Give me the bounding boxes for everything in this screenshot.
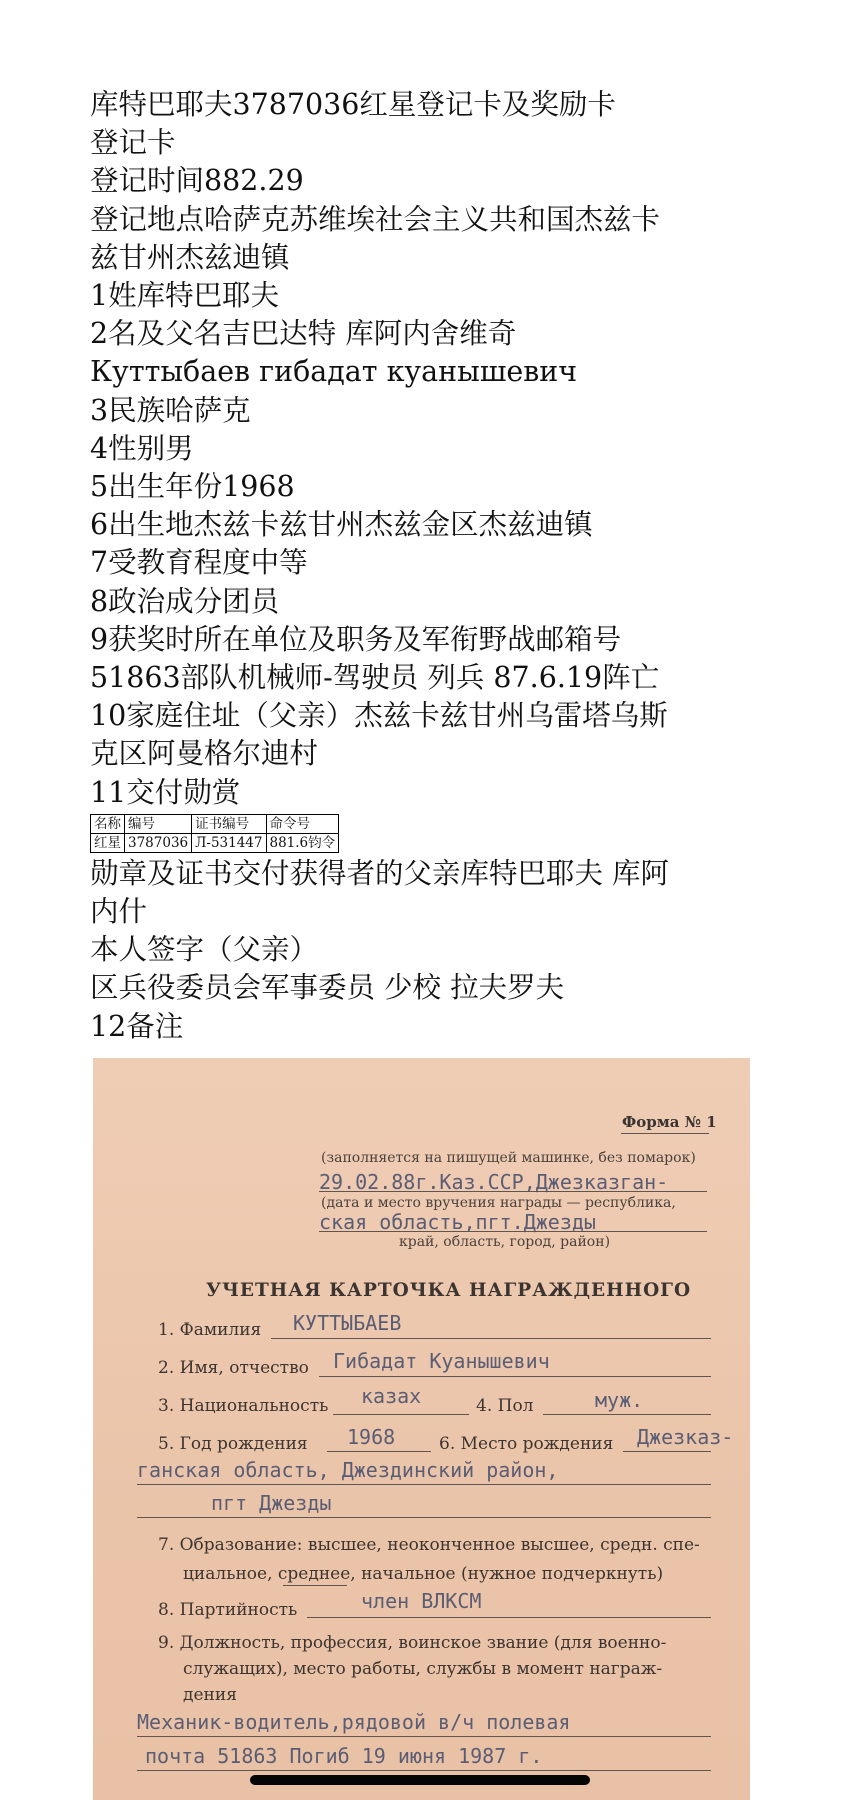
divider bbox=[623, 1451, 711, 1452]
name-value: Гибадат Куанышевич bbox=[333, 1349, 550, 1373]
translation-text bbox=[90, 86, 760, 1046]
divider bbox=[543, 1414, 711, 1415]
date-place-caption: (дата и место вручения награды — республика, bbox=[321, 1195, 676, 1211]
award-date-place-value: 29.02.88г.Каз.ССР,Джезказган- bbox=[319, 1170, 669, 1194]
table-cell: 3787036 bbox=[125, 833, 192, 852]
text-line: 勋章及证书交付获得者的父亲库特巴耶夫 库阿 bbox=[90, 856, 670, 890]
text-line: 10家庭住址（父亲）杰兹卡兹甘州乌雷塔乌斯 bbox=[90, 699, 668, 733]
award-table bbox=[90, 814, 339, 853]
table-header-cell: 证书编号 bbox=[192, 814, 266, 833]
position-label: служащих), место работы, службы в момент награж- bbox=[183, 1659, 663, 1679]
divider bbox=[319, 1376, 711, 1377]
position-value: Механик-водитель,рядовой в/ч полевая bbox=[137, 1710, 571, 1734]
text-line: 7受教育程度中等 bbox=[90, 546, 308, 580]
position-label: дения bbox=[183, 1685, 237, 1705]
text-line: 51863部队机械师-驾驶员 列兵 87.6.19阵亡 bbox=[90, 661, 660, 695]
birth-year-label: 5. Год рождения bbox=[158, 1434, 308, 1454]
text-line: 11交付勋赏 bbox=[90, 775, 241, 809]
table-header-row bbox=[91, 814, 339, 833]
party-value: член ВЛКСМ bbox=[361, 1589, 482, 1613]
divider bbox=[327, 1451, 431, 1452]
region-caption: край, область, город, район) bbox=[399, 1234, 611, 1250]
position-label: 9. Должность, профессия, воинское звание (для военно- bbox=[158, 1633, 667, 1653]
table-cell: Л-531447 bbox=[192, 833, 266, 852]
sex-label: 4. Пол bbox=[476, 1396, 534, 1416]
name-label: 2. Имя, отчество bbox=[158, 1358, 309, 1378]
text-line: Куттыбаев гибадат куанышевич bbox=[90, 355, 578, 389]
table-cell: 881.6钧令 bbox=[266, 833, 339, 852]
text-line: 3民族哈萨克 bbox=[90, 393, 251, 427]
birthplace-label: 6. Место рождения bbox=[439, 1434, 614, 1454]
text-line: 9获奖时所在单位及职务及军衔野战邮箱号 bbox=[90, 622, 622, 656]
education-options: циальное, среднее, начальное (нужное подчеркнуть) bbox=[183, 1564, 664, 1584]
table-header-cell: 名称 bbox=[91, 814, 125, 833]
text-line: 8政治成分团员 bbox=[90, 584, 280, 618]
text-line: 登记地点哈萨克苏维埃社会主义共和国杰兹卡 bbox=[90, 202, 661, 236]
table-cell: 红星 bbox=[91, 833, 125, 852]
text-line: 本人签字（父亲） bbox=[90, 933, 319, 967]
text-line: 4性别男 bbox=[90, 431, 194, 465]
text-line: 克区阿曼格尔迪村 bbox=[90, 737, 319, 771]
divider bbox=[319, 1231, 707, 1232]
text-line: 5出生年份1968 bbox=[90, 470, 295, 504]
position-value: почта 51863 Погиб 19 июня 1987 г. bbox=[145, 1744, 543, 1768]
text-line: 6出生地杰兹卡兹甘州杰兹金区杰兹迪镇 bbox=[90, 508, 593, 542]
form-number: Форма № 1 bbox=[622, 1113, 717, 1131]
birthplace-value: ганская область, Джездинский район, bbox=[137, 1458, 559, 1482]
surname-value: КУТТЫБАЕВ bbox=[293, 1311, 402, 1335]
nationality-value: казах bbox=[361, 1384, 422, 1408]
divider bbox=[319, 1191, 707, 1192]
text-line: 区兵役委员会军事委员 少校 拉夫罗夫 bbox=[90, 971, 565, 1005]
divider bbox=[137, 1484, 711, 1485]
divider bbox=[271, 1338, 711, 1339]
text-line: 兹甘州杰兹迪镇 bbox=[90, 240, 290, 274]
divider bbox=[307, 1617, 711, 1618]
card-title: УЧЕТНАЯ КАРТОЧКА НАГРАЖДЕННОГО bbox=[206, 1280, 692, 1301]
divider bbox=[333, 1414, 469, 1415]
birth-year-value: 1968 bbox=[347, 1425, 396, 1449]
divider bbox=[137, 1770, 711, 1771]
divider bbox=[137, 1736, 711, 1737]
text-line: 登记卡 bbox=[90, 126, 176, 160]
text-line: 12备注 bbox=[90, 1009, 184, 1043]
divider bbox=[621, 1133, 709, 1134]
education-label: 7. Образование: высшее, неоконченное высшее, средн. спе- bbox=[158, 1535, 700, 1555]
party-label: 8. Партийность bbox=[158, 1600, 298, 1620]
sex-value: муж. bbox=[595, 1388, 644, 1412]
divider bbox=[137, 1517, 711, 1518]
surname-label: 1. Фамилия bbox=[158, 1320, 262, 1340]
table-row bbox=[91, 833, 339, 852]
award-place-value: ская область,пгт.Джезды bbox=[319, 1210, 596, 1234]
home-indicator[interactable] bbox=[250, 1775, 590, 1785]
table-header-cell: 编号 bbox=[125, 814, 192, 833]
text-line: 2名及父名吉巴达特 库阿内舍维奇 bbox=[90, 317, 517, 351]
nationality-label: 3. Национальность bbox=[158, 1396, 329, 1416]
scanned-award-card bbox=[93, 1058, 750, 1800]
text-line: 登记时间882.29 bbox=[90, 164, 304, 198]
education-underline bbox=[283, 1585, 347, 1586]
typing-note: (заполняется на пишущей машинке, без помарок) bbox=[321, 1150, 696, 1166]
doc-title: 库特巴耶夫3787036红星登记卡及奖励卡 bbox=[90, 88, 616, 121]
table-header-cell: 命令号 bbox=[266, 814, 339, 833]
text-line: 1姓库特巴耶夫 bbox=[90, 279, 280, 313]
text-line: 内什 bbox=[90, 895, 148, 929]
birthplace-value: Джезказ- bbox=[637, 1425, 734, 1449]
birthplace-value: пгт Джезды bbox=[211, 1491, 332, 1515]
